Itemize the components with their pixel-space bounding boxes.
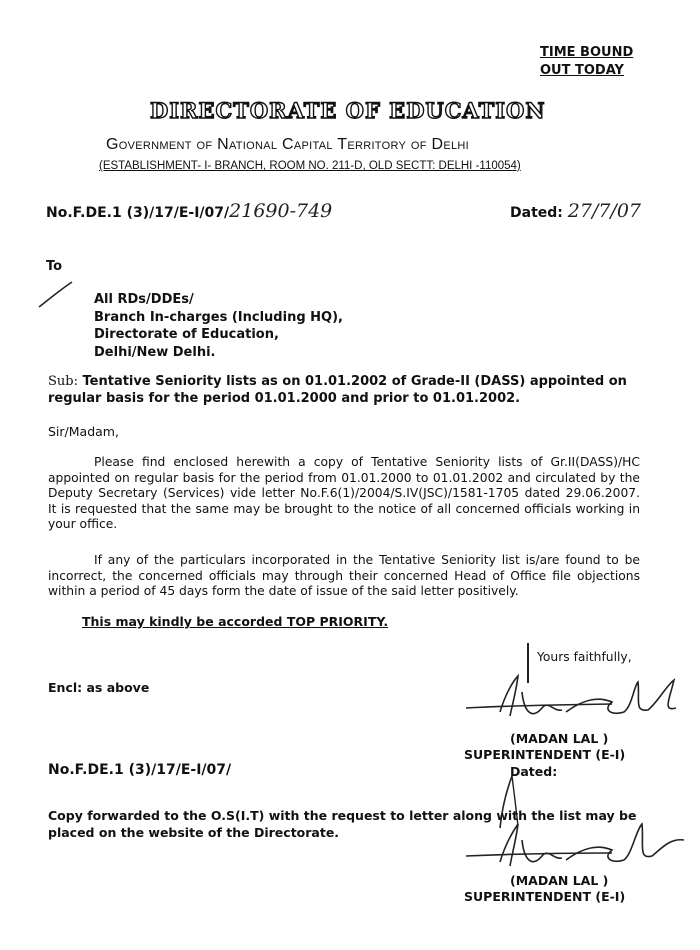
copy-forward-text: Copy forwarded to the O.S(I.T) with the request to letter along with the list may be placed on the website of the Directorate. xyxy=(48,808,637,840)
addressee-line: Directorate of Education, xyxy=(94,327,279,342)
signature-1 xyxy=(462,672,692,732)
copy-file-number: No.F.DE.1 (3)/17/E-I/07/ xyxy=(48,762,232,778)
file-number xyxy=(46,200,332,222)
directorate-title: DIRECTORATE OF EDUCATION xyxy=(150,98,546,123)
signature-2 xyxy=(462,818,692,878)
yours-faithfully: Yours faithfully, xyxy=(537,650,632,664)
file-number-handwritten: 21690-749 xyxy=(229,200,333,222)
paragraph-2-text: If any of the particulars incorporated in the Tentative Seniority list is/are found to be incorrect, the concerned officials may through their concerned Head of Office file objections within a period of 45 days form the date of issue of the said letter positively. xyxy=(48,553,640,598)
addressee-block xyxy=(94,291,343,361)
priority-note: This may kindly be accorded TOP PRIORITY. xyxy=(82,614,389,629)
copy-signatory-designation: SUPERINTENDENT (E-I) xyxy=(464,889,626,904)
time-bound-stamp xyxy=(540,44,633,80)
dated-line xyxy=(510,200,641,222)
subject xyxy=(48,373,648,407)
addressee-line: All RDs/DDEs/ xyxy=(94,292,194,307)
to-label: To xyxy=(46,259,63,274)
dated-handwritten: 27/7/07 xyxy=(567,200,642,222)
stamp-line-1: TIME BOUND xyxy=(540,45,634,60)
signatory-designation: SUPERINTENDENT (E-I) xyxy=(464,747,626,762)
tick-mark xyxy=(36,280,76,310)
subject-label: Sub: xyxy=(48,374,78,389)
enclosure-note: Encl: as above xyxy=(48,680,150,695)
copy-signatory-name: (MADAN LAL ) xyxy=(510,873,609,888)
subject-text: Tentative Seniority lists as on 01.01.2002 of Grade-II (DASS) appointed on regular basis for the period 01.01.2000 and prior to 01.01.2002. xyxy=(48,374,627,406)
stamp-line-2: OUT TODAY xyxy=(540,63,624,78)
file-number-printed: No.F.DE.1 (3)/17/E-I/07/ xyxy=(46,205,230,221)
paragraph-1-text: Please find enclosed herewith a copy of Tentative Seniority lists of Gr.II(DASS)/HC appointed on regular basis for the period from 01.01.2000 to 01.01.2002 and circulated by the Deputy Secretary (Services) vide letter No.F.6(1)/2004/S.IV(JSC)/1581-1705 dated 29.06.2007. It is requested that the same may be brought to the notice of all concerned officials working in your office. xyxy=(48,455,640,531)
body-paragraph-2 xyxy=(48,553,640,600)
addressee-line: Delhi/New Delhi. xyxy=(94,344,216,360)
salutation: Sir/Madam, xyxy=(48,424,119,439)
dated-label: Dated: xyxy=(510,205,563,221)
establishment-address: (ESTABLISHMENT- I- BRANCH, ROOM NO. 211-D, OLD SECTT: DELHI -110054) xyxy=(99,160,521,172)
copy-dated-label: Dated: xyxy=(510,764,558,779)
addressee-line: Branch In-charges (Including HQ), xyxy=(94,309,343,325)
government-line: Government of National Capital Territory of Delhi xyxy=(106,136,470,153)
signatory-name: (MADAN LAL ) xyxy=(510,731,609,746)
body-paragraph-1 xyxy=(48,455,640,533)
